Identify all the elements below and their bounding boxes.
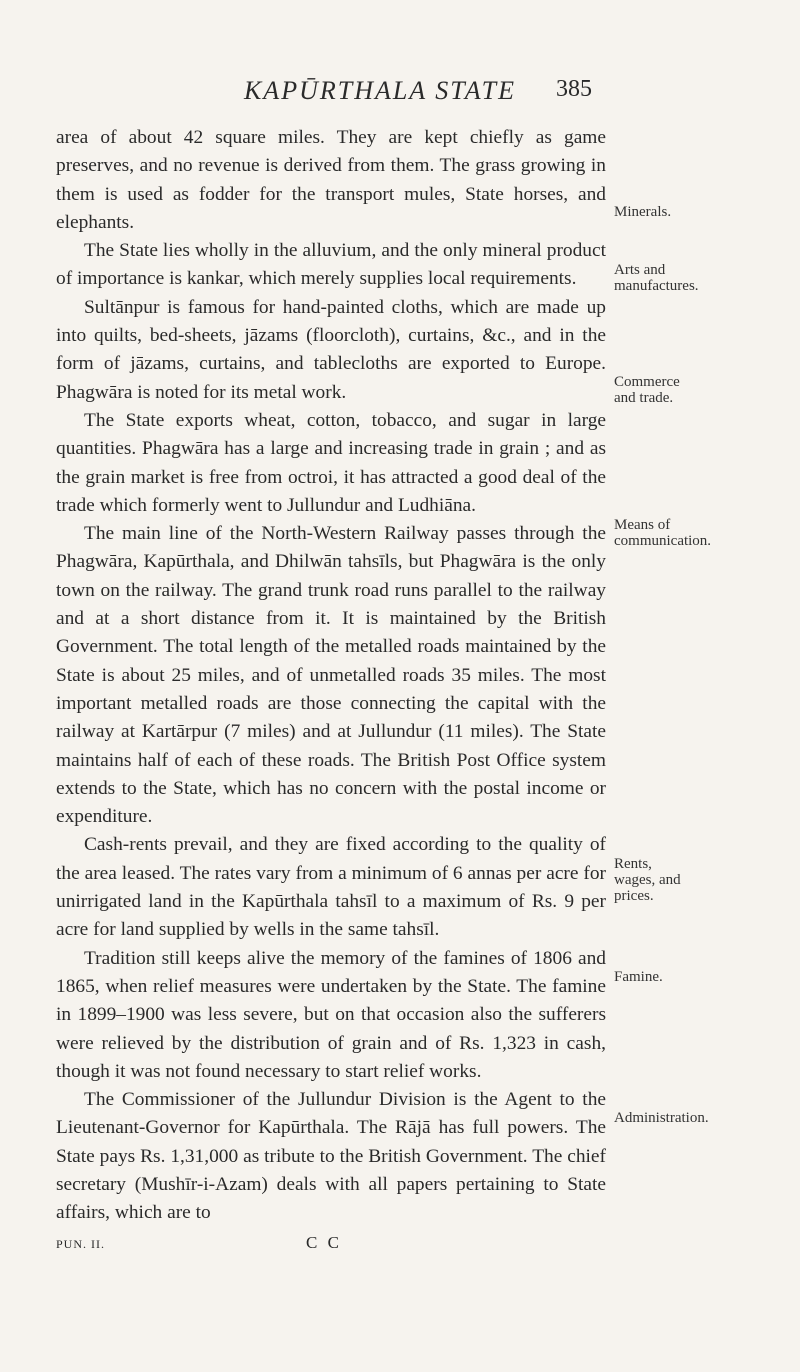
footer-signature-mark: C C xyxy=(306,1233,342,1252)
footer-signature: PUN. II. xyxy=(56,1237,105,1251)
margin-note-famine: Famine. xyxy=(614,969,663,985)
margin-note-arts: Arts and manufactures. xyxy=(614,262,699,294)
paragraph: Sultānpur is famous for hand-painted cloths, which are made up into quilts, bed-sheets, jāzams (floorcloth), curtains, &c., and in the form of jāzams, curtains, and tablecloths are exported to Europe. Phagwāra is noted for its metal work. xyxy=(56,296,606,403)
body-text xyxy=(56,124,606,1228)
margin-note-minerals: Minerals. xyxy=(614,204,672,220)
paragraph: Tradition still keeps alive the memory of the famines of 1806 and 1865, when relief measures were undertaken by the State. The famine in 1899–1900 was less severe, but on that occasion also the sufferers were relieved by the distribution of grain and of Rs. 1,323 in cash, though it was not found necessary to start relief works. xyxy=(56,947,606,1082)
paragraph: The main line of the North-Western Railway passes through the Phagwāra, Kapūrthala, and Dhilwān tahsīls, but Phagwāra is the only town on the railway. The grand trunk road runs parallel to the railway and at a short distance from it. It is maintained by the British Government. The total length of the metalled roads maintained by the State is about 25 miles, and of unmetalled roads 35 miles. The most important metalled roads are those connecting the capital with the railway at Kartārpur (7 miles) and at Jullundur (11 miles). The State maintains half of each of these roads. The British Post Office system extends to the State, which has no concern with the postal income or expenditure. xyxy=(56,523,606,828)
page-number: 385 xyxy=(556,76,592,102)
margin-note-administration: Administration. xyxy=(614,1110,709,1126)
paragraph: The State exports wheat, cotton, tobacco, and sugar in large quantities. Phagwāra has a large and increasing trade in grain ; and as the grain market is free from octroi, it has attracted a good deal of the trade which formerly went to Jullundur and Ludhiāna. xyxy=(56,409,606,516)
margin-note-commerce: Commerce and trade. xyxy=(614,374,680,406)
margin-note-communication: Means of communication. xyxy=(614,517,712,549)
paragraph: Cash-rents prevail, and they are fixed according to the quality of the area leased. The rates vary from a minimum of 6 annas per acre for unirrigated land in the Kapūrthala tahsīl to a maximum of Rs. 9 per acre for land supplied by wells in the same tahsīl. xyxy=(56,834,606,941)
paragraph: area of about 42 square miles. They are kept chiefly as game preserves, and no revenue is derived from them. The grass growing in them is used as fodder for the transport mules, State horses, and elephants. xyxy=(56,127,606,233)
margin-note-rents: Rents, wages, and prices. xyxy=(614,856,681,904)
paragraph: The Commissioner of the Jullundur Division is the Agent to the Lieutenant-Governor for Kapūrthala. The Rājā has full powers. The State pays Rs. 1,31,000 as tribute to the British Government. The chief secretary (Mushīr-i-Azam) deals with all papers pertaining to State affairs, which are to xyxy=(56,1089,606,1224)
paragraph: The State lies wholly in the alluvium, and the only mineral product of importance is kankar, which merely supplies local requirements. xyxy=(56,240,606,290)
running-header: KAPŪRTHALA STATE xyxy=(243,76,517,105)
